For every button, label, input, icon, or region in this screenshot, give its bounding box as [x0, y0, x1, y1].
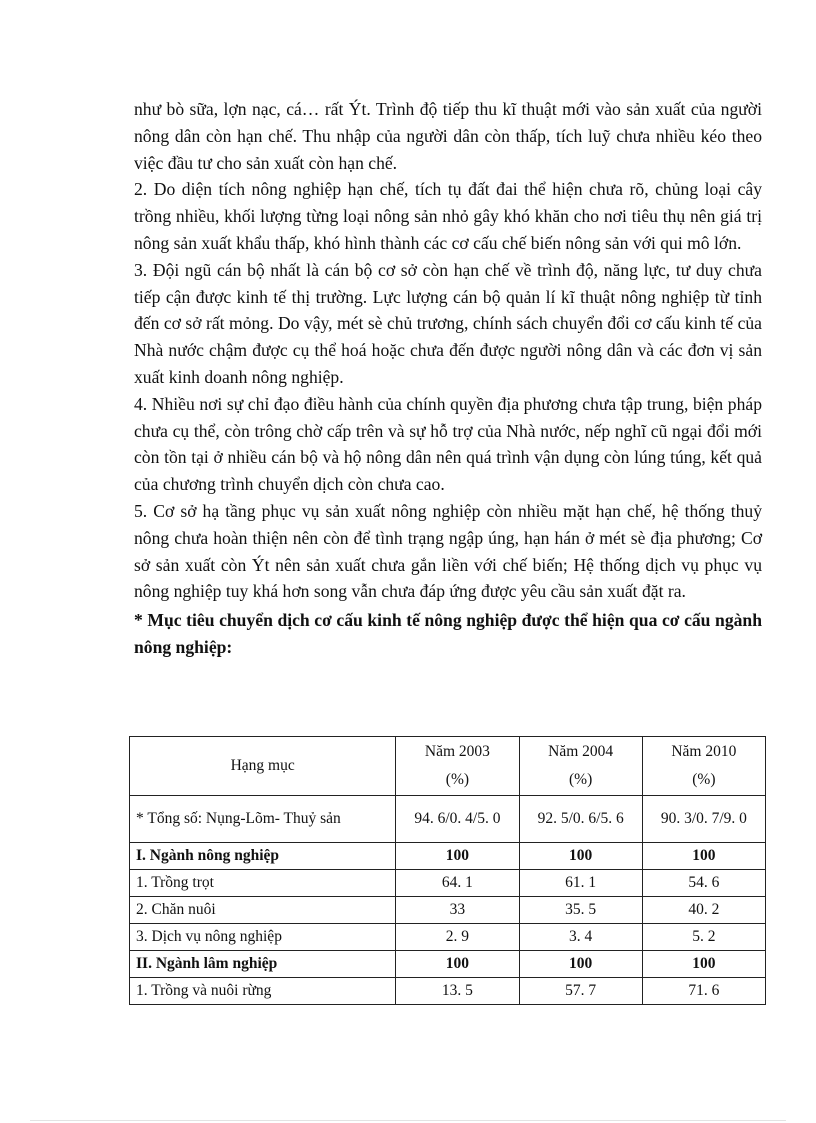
row-label: I. Ngành nông nghiệp — [130, 843, 396, 870]
paragraph-item-5: 5. Cơ sở hạ tầng phục vụ sản xuất nông nghiệp còn nhiều mặt hạn chế, hệ thống thuỷ nông chưa hoàn thiện nên còn để tình trạng ngập úng, hạn hán ở mét sè địa phương; Cơ sở sản xuất còn Ýt nên sản xuất chưa gắn liền với chế biến; Hệ thống dịch vụ phục vụ nông nghiệp tuy khá hơn song vẫn chưa đáp ứng được yêu cầu sản xuất đặt ra. — [134, 500, 762, 602]
cell-value: 3. 4 — [519, 924, 642, 951]
cell-value: 54. 6 — [642, 870, 765, 897]
paragraph-continuation: như bò sữa, lợn nạc, cá… rất Ýt. Trình độ tiếp thu kĩ thuật mới vào sản xuất của người nông dân còn hạn chế. Thu nhập của người dân còn thấp, tích luỹ chưa nhiều kéo theo việc đầu tư cho sản xuất còn hạn chế. — [134, 99, 762, 173]
cell-value: 100 — [519, 843, 642, 870]
table-header-row — [130, 737, 766, 796]
cell-value: 57. 7 — [519, 978, 642, 1005]
header-year-2003: Năm 2003 (%) — [396, 737, 519, 796]
row-label: 2. Chăn nuôi — [130, 897, 396, 924]
row-label: 1. Trồng và nuôi rừng — [130, 978, 396, 1005]
row-label: 1. Trồng trọt — [130, 870, 396, 897]
cell-value: 100 — [519, 951, 642, 978]
header-year-2010: Năm 2010 (%) — [642, 737, 765, 796]
cell-value: 92. 5/0. 6/5. 6 — [519, 796, 642, 843]
cell-value: 64. 1 — [396, 870, 519, 897]
table-row — [130, 796, 766, 843]
cell-value: 100 — [642, 843, 765, 870]
heading-text: Mục tiêu chuyển dịch cơ cấu kinh tế nông nghiệp được thể hiện qua cơ cấu ngành nông nghiệp: — [134, 610, 763, 657]
heading-prefix: * — [134, 610, 148, 631]
cell-value: 35. 5 — [519, 897, 642, 924]
row-label: 3. Dịch vụ nông nghiệp — [130, 924, 396, 951]
cell-value: 90. 3/0. 7/9. 0 — [642, 796, 765, 843]
table-row — [130, 897, 766, 924]
table-row — [130, 870, 766, 897]
structure-table — [129, 736, 766, 1005]
paragraph-item-3: 3. Đội ngũ cán bộ nhất là cán bộ cơ sở còn hạn chế về trình độ, năng lực, tư duy chưa tiếp cận được kinh tế thị trường. Lực lượng cán bộ quản lí kĩ thuật nông nghiệp từ tỉnh đến cơ sở rất mỏng. Do vậy, mét sè chủ trương, chính sách chuyển đổi cơ cấu kinh tế của Nhà nước chậm được cụ thể hoá hoặc chưa đến được người nông dân và các đơn vị sản xuất kinh doanh nông nghiệp. — [134, 259, 762, 387]
cell-value: 33 — [396, 897, 519, 924]
cell-value: 100 — [396, 951, 519, 978]
cell-value: 61. 1 — [519, 870, 642, 897]
cell-value: 71. 6 — [642, 978, 765, 1005]
table-row — [130, 843, 766, 870]
table-row — [130, 978, 766, 1005]
header-year-2004: Năm 2004 (%) — [519, 737, 642, 796]
cell-value: 40. 2 — [642, 897, 765, 924]
page-bottom-divider — [30, 1120, 786, 1121]
cell-value: 100 — [642, 951, 765, 978]
table-row — [130, 924, 766, 951]
paragraph-item-4: 4. Nhiều nơi sự chỉ đạo điều hành của chính quyền địa phương chưa tập trung, biện pháp chưa cụ thể, còn trông chờ cấp trên và sự hỗ trợ của Nhà nước, nếp nghĩ cũ ngại đổi mới còn tồn tại ở nhiều cán bộ và hộ nông dân nên quá trình vận dụng còn lúng túng, kết quả của chương trình chuyển dịch còn chưa cao. — [134, 393, 762, 495]
cell-value: 5. 2 — [642, 924, 765, 951]
table-row — [130, 951, 766, 978]
section-heading — [134, 607, 762, 661]
row-label: II. Ngành lâm nghiệp — [130, 951, 396, 978]
body-text — [134, 96, 762, 661]
header-category: Hạng mục — [130, 737, 396, 796]
cell-value: 94. 6/0. 4/5. 0 — [396, 796, 519, 843]
cell-value: 13. 5 — [396, 978, 519, 1005]
paragraph-item-2: 2. Do diện tích nông nghiệp hạn chế, tích tụ đất đai thể hiện chưa rõ, chủng loại cây trồng nhiều, khối lượng từng loại nông sản nhỏ gây khó khăn cho nơi tiêu thụ nên giá trị nông sản xuất khẩu thấp, khó hình thành các cơ cấu chế biến nông sản với qui mô lớn. — [134, 179, 762, 253]
row-label: * Tổng số: Nụng-Lõm- Thuỷ sản — [130, 796, 396, 843]
cell-value: 100 — [396, 843, 519, 870]
cell-value: 2. 9 — [396, 924, 519, 951]
